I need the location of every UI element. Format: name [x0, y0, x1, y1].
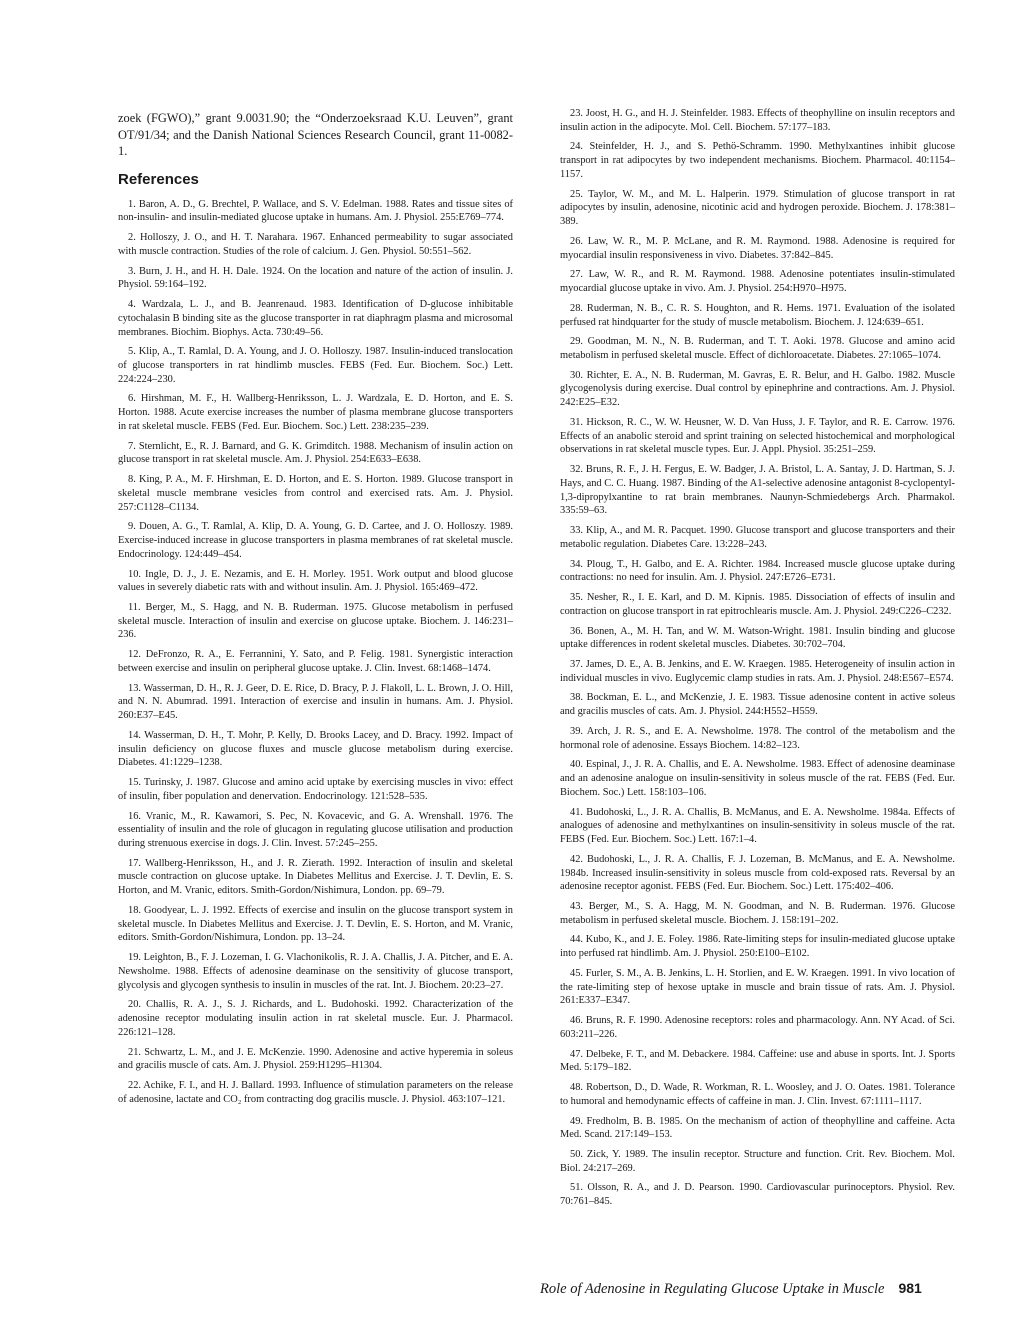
reference-entry: 12. DeFronzo, R. A., E. Ferrannini, Y. Sato, and P. Felig. 1981. Synergistic interaction between exercise and insulin on peripheral glucose uptake. J. Clin. Invest. 68:1468–1474. [118, 649, 513, 674]
reference-entry: 6. Hirshman, M. F., H. Wallberg-Henriksson, L. J. Wardzala, E. D. Horton, and E. S. Horton. 1988. Acute exercise increases the number of plasma membrane glucose transporters in rat skeletal muscle. FEBS (Fed. Eur. Biochem. Soc.) Lett. 238:235–239. [118, 393, 513, 432]
reference-entry: 37. James, D. E., A. B. Jenkins, and E. W. Kraegen. 1985. Heterogeneity of insulin action in individual muscles in vivo. Euglycemic clamp studies in rats. Am. J. Physiol. 248:E567–E574. [560, 658, 955, 684]
reference-entry: 9. Douen, A. G., T. Ramlal, A. Klip, D. A. Young, G. D. Cartee, and J. O. Holloszy. 1989. Exercise-induced increase in glucose transporters in plasma membranes of rat skeletal muscle. Endocrinology. 124:449–454. [118, 521, 513, 560]
reference-entry: 38. Bockman, E. L., and McKenzie, J. E. 1983. Tissue adenosine content in active soleus and gracilis muscles of cats. Am. J. Physiol. 244:H552–H559. [560, 692, 955, 718]
reference-entry: 32. Bruns, R. F., J. H. Fergus, E. W. Badger, J. A. Bristol, L. A. Santay, J. D. Hartman, S. J. Hays, and C. C. Huang. 1987. Binding of the A1-selective adenosine antagonist 8-cyclopentyl-1,3-dipropylxantine to rat brain membranes. Naunyn-Schmiedebergs Arch. Pharmakol. 335:59–63. [560, 464, 955, 517]
reference-entry: 16. Vranic, M., R. Kawamori, S. Pec, N. Kovacevic, and G. A. Wrenshall. 1976. The essentiality of insulin and the role of glucagon in regulating glucose utilisation and production during strenuous exercise in dogs. J. Clin. Invest. 57:245–255. [118, 810, 513, 849]
reference-entry: 25. Taylor, W. M., and M. L. Halperin. 1979. Stimulation of glucose transport in rat adipocytes by insulin, adenosine, nicotinic acid and hydrogen peroxide. Biochem. J. 178:381–389. [560, 188, 955, 228]
reference-entry: 51. Olsson, R. A., and J. D. Pearson. 1990. Cardiovascular purinoceptors. Physiol. Rev. 70:761–845. [560, 1182, 955, 1208]
reference-entry: 5. Klip, A., T. Ramlal, D. A. Young, and J. O. Holloszy. 1987. Insulin-induced translocation of glucose transporters in rat hindlimb muscles. FEBS (Fed. Eur. Biochem. Soc.) Lett. 224:224–230. [118, 346, 513, 385]
reference-entry: 36. Bonen, A., M. H. Tan, and W. M. Watson-Wright. 1981. Insulin binding and glucose uptake differences in rodent skeletal muscles. Diabetes. 30:702–704. [560, 625, 955, 651]
reference-entry: 1. Baron, A. D., G. Brechtel, P. Wallace, and S. V. Edelman. 1988. Rates and tissue sites of non-insulin- and insulin-mediated glucose uptake in humans. Am. J. Physiol. 255:E769–774. [118, 198, 513, 224]
reference-entry: 20. Challis, R. A. J., S. J. Richards, and L. Budohoski. 1992. Characterization of the adenosine receptor modulating insulin action in rat skeletal muscle. Eur. J. Pharmacol. 226:121–128. [118, 999, 513, 1038]
reference-entry: 2. Holloszy, J. O., and H. T. Narahara. 1967. Enhanced permeability to sugar associated with muscle contraction. Studies of the role of calcium. J. Gen. Physiol. 50:551–562. [118, 232, 513, 257]
reference-entry: 39. Arch, J. R. S., and E. A. Newsholme. 1978. The control of the metabolism and the hormonal role of adenosine. Essays Biochem. 14:82–123. [560, 725, 955, 751]
reference-entry: 28. Ruderman, N. B., C. R. S. Houghton, and R. Hems. 1971. Evaluation of the isolated perfused rat hindquarter for the study of muscle metabolism. Biochem. J. 124:639–651. [560, 302, 955, 328]
reference-entry: 48. Robertson, D., D. Wade, R. Workman, R. L. Woosley, and J. O. Oates. 1981. Tolerance to humoral and hemodynamic effects of caffeine in man. J. Clin. Invest. 67:1111–1117. [560, 1082, 955, 1107]
reference-entry: 44. Kubo, K., and J. E. Foley. 1986. Rate-limiting steps for insulin-mediated glucose uptake into perfused rat hindlimb. Am. J. Physiol. 250:E100–E102. [560, 934, 955, 960]
reference-entry: 13. Wasserman, D. H., R. J. Geer, D. E. Rice, D. Bracy, P. J. Flakoll, L. L. Brown, J. O. Hill, and N. N. Abumrad. 1991. Interaction of exercise and insulin in humans. Am. J. Physiol. 260:E37–E45. [118, 682, 513, 722]
reference-entry: 18. Goodyear, L. J. 1992. Effects of exercise and insulin on the glucose transport system in skeletal muscle. In Diabetes Mellitus and Exercise. J. T. Devlin, E. S. Horton, and M. Vranic, editors. Smith-Gordon/Nishimura, London. pp. 13–24. [118, 904, 513, 944]
running-title: Role of Adenosine in Regulating Glucose Uptake in Muscle [540, 1281, 885, 1297]
reference-entry: 27. Law, W. R., and R. M. Raymond. 1988. Adenosine potentiates insulin-stimulated myocardial glucose uptake in vivo. Am. J. Physiol. 254:H970–H975. [560, 269, 955, 295]
reference-entry: 30. Richter, E. A., N. B. Ruderman, M. Gavras, E. R. Belur, and H. Galbo. 1982. Muscle glycogenolysis during exercise. Dual control by epinephrine and contractions. Am. J. Physiol. 242:E25–E32. [560, 369, 955, 409]
reference-entry: 41. Budohoski, L., J. R. A. Challis, B. McManus, and E. A. Newsholme. 1984a. Effects of analogues of adenosine and methylxantines on insulin-sensitivity in soleus muscle of the rat. FEBS (Fed. Eur. Biochem. Soc.) Lett. 167:1–4. [560, 806, 955, 846]
reference-entry: 34. Ploug, T., H. Galbo, and E. A. Richter. 1984. Increased muscle glucose uptake during contractions: no need for insulin. Am. J. Physiol. 247:E726–E731. [560, 558, 955, 584]
reference-entry: 7. Sternlicht, E., R. J. Barnard, and G. K. Grimditch. 1988. Mechanism of insulin action on glucose transport in rat skeletal muscle. Am. J. Physiol. 254:E633–E638. [118, 440, 513, 466]
reference-entry: 17. Wallberg-Henriksson, H., and J. R. Zierath. 1992. Interaction of insulin and skeletal muscle contraction on glucose uptake. In Diabetes Mellitus and Exercise. J. T. Devlin, E. S. Horton, and M. Vranic, editors. Smith-Gordon/Nishimura, London. pp. 69–79. [118, 857, 513, 897]
reference-entry: 4. Wardzala, L. J., and B. Jeanrenaud. 1983. Identification of D-glucose inhibitable cytochalasin B binding site as the glucose transporter in rat diaphragm plasma and microsomal membranes. Biochim. Biophys. Acta. 730:49–56. [118, 299, 513, 338]
reference-entry: 14. Wasserman, D. H., T. Mohr, P. Kelly, D. Brooks Lacey, and D. Bracy. 1992. Impact of insulin deficiency on glucose fluxes and muscle glucose metabolism during exercise. Diabetes. 41:1229–1238. [118, 729, 513, 769]
reference-entry: 31. Hickson, R. C., W. W. Heusner, W. D. Van Huss, J. F. Taylor, and R. E. Carrow. 1976. Effects of an anabolic steroid and sprint training on selected histochemical and morphological observations in rat skeletal muscle types. Eur. J. Appl. Physiol. 35:251–259. [560, 416, 955, 456]
references-list-left [118, 198, 513, 1107]
reference-entry: 11. Berger, M., S. Hagg, and N. B. Ruderman. 1975. Glucose metabolism in perfused skeletal muscle. Interaction of insulin and exercise on glucose uptake. Biochem. J. 146:231–236. [118, 601, 513, 641]
reference-entry: 33. Klip, A., and M. R. Pacquet. 1990. Glucose transport and glucose transporters and their metabolic regulation. Diabetes Care. 13:228–243. [560, 525, 955, 550]
reference-entry: 45. Furler, S. M., A. B. Jenkins, L. H. Storlien, and E. W. Kraegen. 1991. In vivo location of the rate-limiting step of hexose uptake in muscle and brain tissue of rats. Am. J. Physiol. 261:E337–E347. [560, 967, 955, 1007]
reference-entry: 8. King, P. A., M. F. Hirshman, E. D. Horton, and E. S. Horton. 1989. Glucose transport in skeletal muscle membrane vesicles from control and exercised rats. Am. J. Physiol. 257:C1128–C1134. [118, 474, 513, 513]
page-number: 981 [898, 1280, 922, 1296]
reference-entry: 46. Bruns, R. F. 1990. Adenosine receptors: roles and pharmacology. Ann. NY Acad. of Sci. 603:211–226. [560, 1015, 955, 1040]
reference-entry: 21. Schwartz, L. M., and J. E. McKenzie. 1990. Adenosine and active hyperemia in soleus and gracilis muscle of cats. Am. J. Physiol. 259:H1295–H1304. [118, 1046, 513, 1072]
reference-entry: 50. Zick, Y. 1989. The insulin receptor. Structure and function. Crit. Rev. Biochem. Mol. Biol. 24:217–269. [560, 1149, 955, 1174]
reference-entry: 23. Joost, H. G., and H. J. Steinfelder. 1983. Effects of theophylline on insulin receptors and insulin action in the adipocyte. Mol. Cell. Biochem. 57:177–183. [560, 108, 955, 133]
left-column [118, 110, 513, 1112]
reference-entry: 24. Steinfelder, H. J., and S. Pethö-Schramm. 1990. Methylxantines inhibit glucose transport in rat adipocytes by two independent mechanisms. Biochem. Pharmacol. 40:1154–1157. [560, 141, 955, 180]
reference-entry: 35. Nesher, R., I. E. Karl, and D. M. Kipnis. 1985. Dissociation of effects of insulin and contraction on glucose transport in rat epitrochlearis muscle. Am. J. Physiol. 249:C226–C232. [560, 592, 955, 617]
reference-entry: 3. Burn, J. H., and H. H. Dale. 1924. On the location and nature of the action of insulin. J. Physiol. 59:164–192. [118, 265, 513, 291]
references-heading: References [118, 170, 199, 188]
reference-entry: 42. Budohoski, L., J. R. A. Challis, F. J. Lozeman, B. McManus, and E. A. Newsholme. 1984b. Increased insulin-sensitivity in soleus muscle from cold-exposed rats. Reversal by an adenosine receptor agonist. FEBS (Fed. Eur. Biochem. Soc.) Lett. 175:402–406. [560, 853, 955, 893]
reference-entry: 49. Fredholm, B. B. 1985. On the mechanism of action of theophylline and caffeine. Acta Med. Scand. 217:149–153. [560, 1115, 955, 1141]
right-column [560, 107, 955, 1215]
reference-entry: 15. Turinsky, J. 1987. Glucose and amino acid uptake by exercising muscles in vivo: effect of insulin, fiber population and denervation. Endocrinology. 121:528–535. [118, 777, 513, 802]
reference-entry: 47. Delbeke, F. T., and M. Debackere. 1984. Caffeine: use and abuse in sports. Int. J. Sports Med. 5:179–182. [560, 1048, 955, 1074]
page-footer [540, 1280, 922, 1298]
reference-entry: 22. Achike, F. I., and H. J. Ballard. 1993. Influence of stimulation parameters on the release of adenosine, lactate and CO₂ from contracting dog gracilis muscle. J. Physiol. 463:107–121. [118, 1080, 513, 1105]
reference-entry: 10. Ingle, D. J., J. E. Nezamis, and E. H. Morley. 1951. Work output and blood glucose values in severely diabetic rats with and without insulin. Am. J. Physiol. 165:469–472. [118, 568, 513, 594]
references-list-right [560, 107, 955, 1209]
reference-entry: 40. Espinal, J., J. R. A. Challis, and E. A. Newsholme. 1983. Effect of adenosine deaminase and an adenosine analogue on insulin-sensitivity in soleus muscle of the rat. FEBS (Fed. Eur. Biochem. Soc.) Lett. 158:103–106. [560, 759, 955, 798]
reference-entry: 19. Leighton, B., F. J. Lozeman, I. G. Vlachonikolis, R. J. A. Challis, J. A. Pitcher, and E. A. Newsholme. 1988. Effects of adenosine deaminase on the sensitivity of glucose transport, glycolysis and glycogen synthesis to insulin in muscles of the rat. Int. J. Biochem. 20:23–27. [118, 952, 513, 991]
reference-entry: 43. Berger, M., S. A. Hagg, M. N. Goodman, and N. B. Ruderman. 1976. Glucose metabolism in perfused skeletal muscle. Biochem. J. 158:191–202. [560, 900, 955, 926]
reference-entry: 26. Law, W. R., M. P. McLane, and R. M. Raymond. 1988. Adenosine is required for myocardial insulin responsiveness in vivo. Diabetes. 37:842–845. [560, 235, 955, 261]
reference-entry: 29. Goodman, M. N., N. B. Ruderman, and T. T. Aoki. 1978. Glucose and amino acid metabolism in perfused skeletal muscle. Effect of dichloroacetate. Diabetes. 27:1065–1074. [560, 336, 955, 362]
acknowledgment-text: zoek (FGWO),” grant 9.0031.90; the “Onderzoeksraad K.U. Leuven”, grant OT/91/34; and the Danish National Sciences Research Council, grant 11-0082-1. [118, 111, 513, 159]
